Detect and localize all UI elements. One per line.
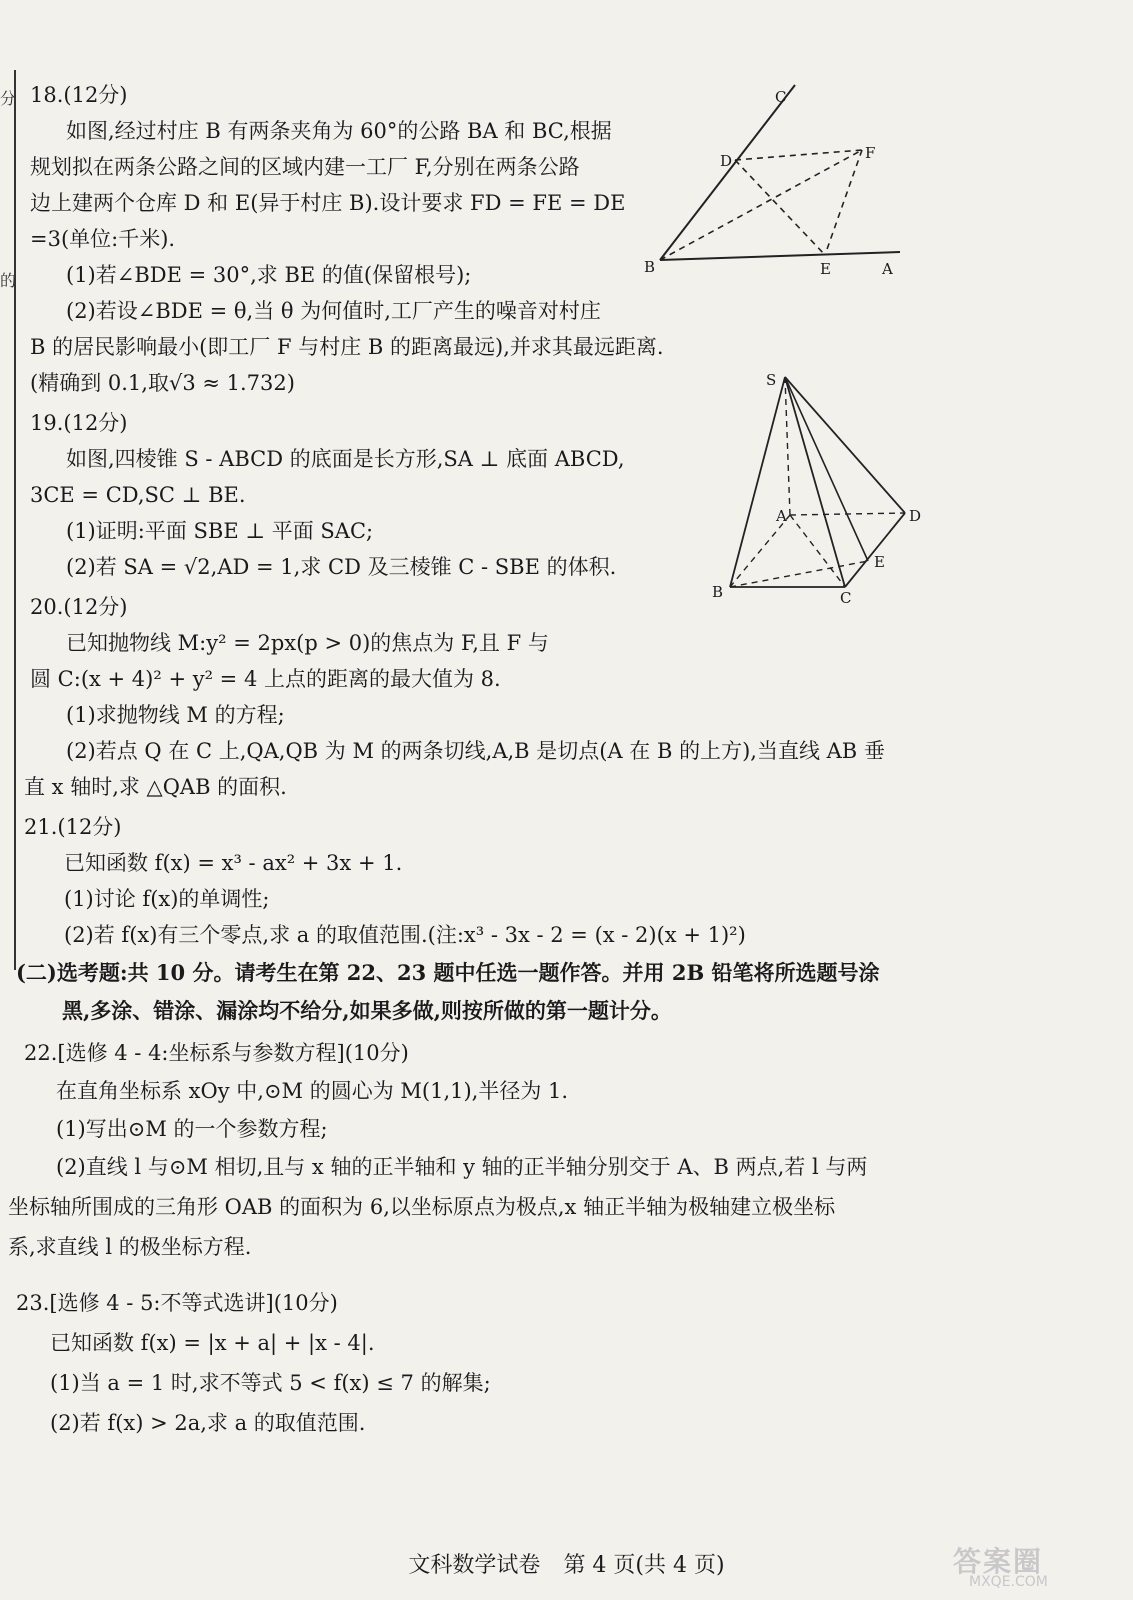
q23-line: 已知函数 f(x) = |x + a| + |x - 4|. [50, 1331, 375, 1355]
q19-line: 如图,四棱锥 S - ABCD 的底面是长方形,SA ⊥ 底面 ABCD, [66, 447, 625, 471]
elective-instructions: (二)选考题:共 10 分。请考生在第 22、23 题中任选一题作答。并用 2B 铅笔将所选题号涂 [16, 960, 880, 985]
segment-de [735, 160, 825, 255]
binding-margin-line [14, 70, 16, 970]
q19-part1: (1)证明:平面 SBE ⊥ 平面 SAC; [66, 519, 374, 543]
edge-sa [785, 377, 790, 515]
q18-part1: (1)若∠BDE = 30°,求 BE 的值(保留根号); [66, 263, 472, 287]
q23-part1: (1)当 a = 1 时,求不等式 5 < f(x) ≤ 7 的解集; [50, 1371, 491, 1395]
q18-line: B 的居民影响最小(即工厂 F 与村庄 B 的距离最远),并求其最远距离. [30, 335, 664, 359]
q22-part1: (1)写出⊙M 的一个参数方程; [56, 1117, 328, 1141]
label-d: D [909, 507, 922, 525]
q18-line: 规划拟在两条公路之间的区域内建一工厂 F,分别在两条公路 [30, 155, 580, 179]
q22-part2: (2)直线 l 与⊙M 相切,且与 x 轴的正半轴和 y 轴的正半轴分别交于 A、B 两点,若 l 与两 [56, 1155, 868, 1179]
edge-se [785, 377, 868, 561]
segment-df [735, 150, 862, 160]
label-c: C [840, 589, 852, 607]
q22-line: 坐标轴所围成的三角形 OAB 的面积为 6,以坐标原点为极点,x 轴正半轴为极轴建立极坐标 [8, 1195, 836, 1219]
q20-part1: (1)求抛物线 M 的方程; [66, 703, 285, 727]
label-a: A [776, 507, 787, 525]
q18-heading: 18.(12分) [30, 83, 128, 107]
q21-part2: (2)若 f(x)有三个零点,求 a 的取值范围.(注:x³ - 3x - 2 = (x - 2)(x + 1)²) [64, 923, 746, 947]
label-f: F [865, 144, 876, 162]
segment-bf [660, 150, 862, 260]
margin-mark: 分 [0, 89, 17, 108]
q18-part2: (2)若设∠BDE = θ,当 θ 为何值时,工厂产生的噪音对村庄 [66, 299, 601, 323]
label-b: B [712, 583, 724, 601]
label-b: B [644, 258, 656, 276]
q19-part2: (2)若 SA = √2,AD = 1,求 CD 及三棱锥 C - SBE 的体积. [66, 555, 617, 579]
segment-fe [825, 150, 862, 255]
elective-instructions: 黑,多涂、错涂、漏涂均不给分,如果多做,则按所做的第一题计分。 [62, 998, 672, 1023]
edge-sb [730, 377, 785, 587]
label-s: S [766, 371, 777, 389]
q19-figure [700, 365, 940, 610]
watermark-url: MXQE.COM [969, 1574, 1048, 1590]
q19-heading: 19.(12分) [30, 411, 128, 435]
q20-part2: (2)若点 Q 在 C 上,QA,QB 为 M 的两条切线,A,B 是切点(A 在 B 的上方),当直线 AB 垂 [66, 739, 885, 763]
watermark-text: 答案圈 [953, 1545, 1044, 1578]
q18-line: 边上建两个仓库 D 和 E(异于村庄 B).设计要求 FD = FE = DE [30, 191, 626, 215]
q21-line: 已知函数 f(x) = x³ - ax² + 3x + 1. [64, 851, 403, 875]
label-e: E [820, 260, 831, 278]
edge-sd [785, 377, 905, 513]
label-c: C [775, 88, 787, 106]
footer-subject: 文科数学试卷 [408, 1553, 541, 1578]
q23-part2: (2)若 f(x) > 2a,求 a 的取值范围. [50, 1411, 366, 1435]
q18-figure [640, 80, 930, 280]
q22-line: 在直角坐标系 xOy 中,⊙M 的圆心为 M(1,1),半径为 1. [56, 1079, 569, 1103]
label-d: D [720, 152, 733, 170]
q20-line: 已知抛物线 M:y² = 2px(p > 0)的焦点为 F,且 F 与 [66, 631, 549, 655]
label-a: A [882, 260, 893, 278]
q22-line: 系,求直线 l 的极坐标方程. [8, 1235, 252, 1259]
road-ba [660, 252, 900, 260]
edge-ad [790, 513, 905, 515]
q18-line: =3(单位:千米). [30, 227, 176, 251]
q21-part1: (1)讨论 f(x)的单调性; [64, 887, 270, 911]
road-bc [660, 85, 795, 260]
segment-ac [790, 515, 845, 587]
q20-line: 圆 C:(x + 4)² + y² = 4 上点的距离的最大值为 8. [30, 667, 501, 691]
watermark-logo [933, 1534, 1103, 1594]
margin-mark: 的 [0, 271, 17, 290]
q20-heading: 20.(12分) [30, 595, 128, 619]
edge-cd [845, 513, 905, 587]
q18-line: 如图,经过村庄 B 有两条夹角为 60°的公路 BA 和 BC,根据 [66, 119, 612, 143]
q18-line: (精确到 0.1,取√3 ≈ 1.732) [30, 371, 295, 395]
footer-page-number: 第 4 页(共 4 页) [563, 1553, 725, 1578]
label-e: E [874, 553, 885, 571]
q20-line: 直 x 轴时,求 △QAB 的面积. [24, 775, 287, 799]
edge-sc [785, 377, 845, 587]
q19-line: 3CE = CD,SC ⊥ BE. [30, 483, 246, 507]
q22-heading: 22.[选修 4 - 4:坐标系与参数方程](10分) [24, 1041, 409, 1065]
q23-heading: 23.[选修 4 - 5:不等式选讲](10分) [16, 1291, 338, 1315]
q21-heading: 21.(12分) [24, 815, 122, 839]
